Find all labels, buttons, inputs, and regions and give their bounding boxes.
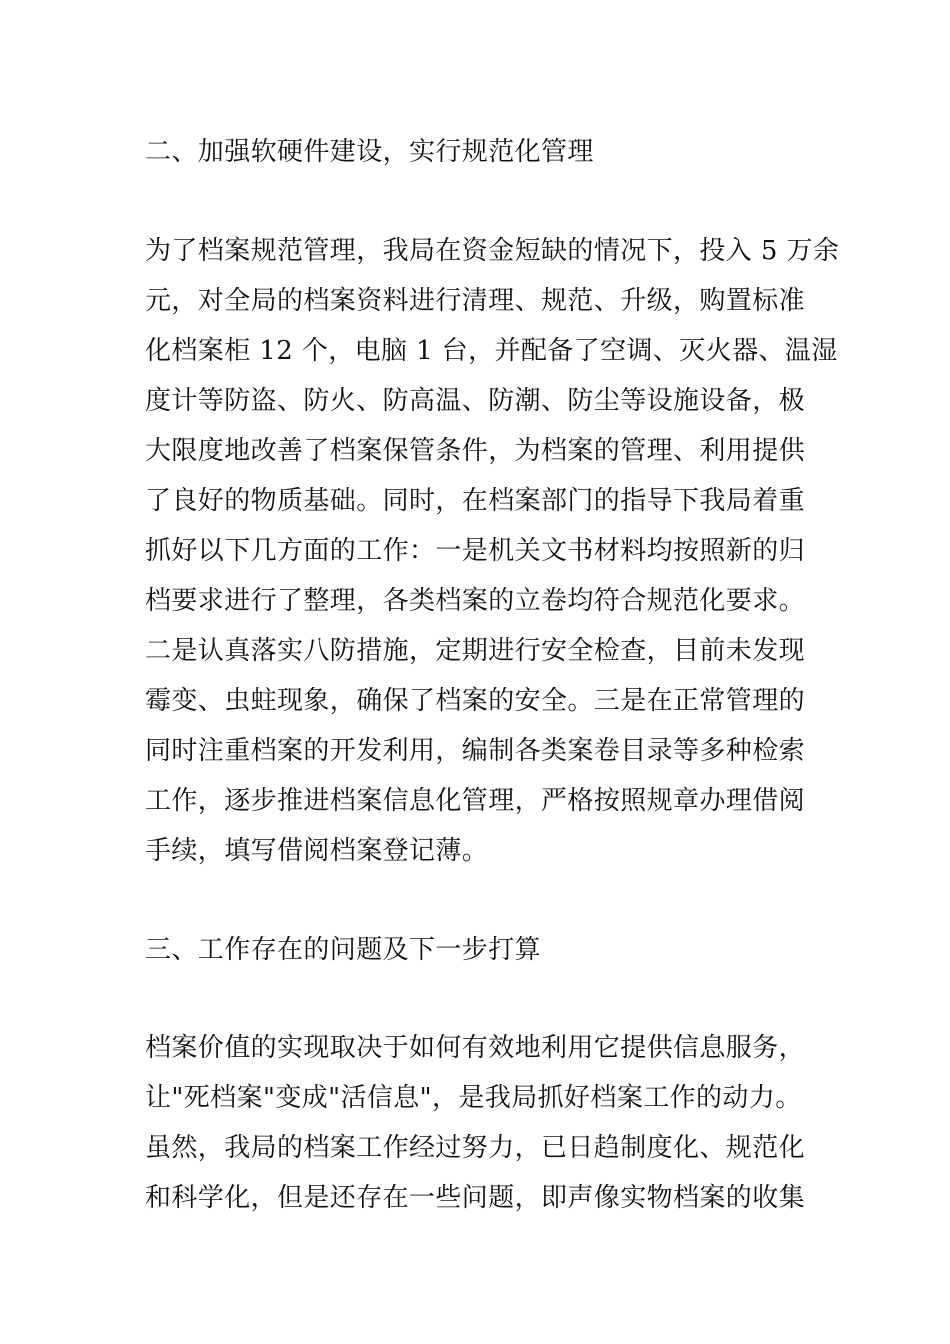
section-heading-3: 三、工作存在的问题及下一步打算 [145,935,542,965]
paragraph-line: 大限度地改善了档案保管条件，为档案的管理、利用提供 [145,436,806,466]
paragraph-line: 抓好以下几方面的工作：一是机关文书材料均按照新的归 [145,536,806,566]
paragraph-line: 档案价值的实现取决于如何有效地利用它提供信息服务， [145,1033,806,1063]
paragraph-line: 化档案柜 12 个，电脑 1 台，并配备了空调、灭火器、温湿 [145,336,838,366]
paragraph-line: 元，对全局的档案资料进行清理、规范、升级，购置标准 [145,286,806,316]
paragraph-line: 度计等防盗、防火、防高温、防潮、防尘等设施设备，极 [145,386,806,416]
paragraph-line: 为了档案规范管理，我局在资金短缺的情况下，投入 5 万余 [145,236,840,266]
paragraph-line: 让"死档案"变成"活信息"，是我局抓好档案工作的动力。 [145,1083,802,1113]
paragraph-line: 二是认真落实八防措施，定期进行安全检查，目前未发现 [145,636,806,666]
paragraph-line: 档要求进行了整理，各类档案的立卷均符合规范化要求。 [145,586,806,616]
paragraph-line: 工作，逐步推进档案信息化管理，严格按照规章办理借阅 [145,786,806,816]
paragraph-line: 手续，填写借阅档案登记薄。 [145,836,489,866]
paragraph-line: 同时注重档案的开发利用，编制各类案卷目录等多种检索 [145,736,806,766]
paragraph-line: 了良好的物质基础。同时，在档案部门的指导下我局着重 [145,486,806,516]
section-heading-2: 二、加强软硬件建设，实行规范化管理 [145,137,594,167]
paragraph-line: 霉变、虫蛀现象，确保了档案的安全。三是在正常管理的 [145,686,806,716]
paragraph-line: 和科学化，但是还存在一些问题，即声像实物档案的收集 [145,1183,806,1213]
paragraph-line: 虽然，我局的档案工作经过努力，已日趋制度化、规范化 [145,1133,806,1163]
